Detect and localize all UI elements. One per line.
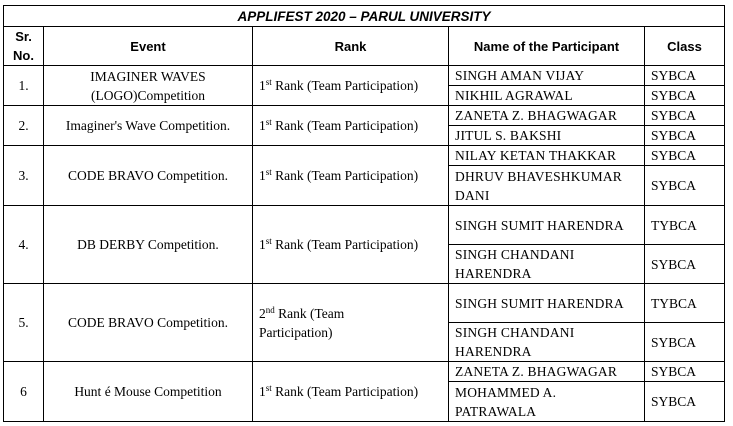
participant-class-cell: SYBCA xyxy=(645,362,725,382)
sr-no-cell: 3. xyxy=(4,146,44,206)
participant-name-cell: JITUL S. BAKSHI xyxy=(449,126,645,146)
participant-name-cell: NIKHIL AGRAWAL xyxy=(449,86,645,106)
rank-label: Rank (Team Participation) xyxy=(271,118,419,133)
rank-number: 1 xyxy=(259,168,266,183)
participant-class-cell: TYBCA xyxy=(645,284,725,323)
sr-no-cell: 6 xyxy=(4,362,44,422)
rank-cell xyxy=(253,206,449,284)
table-row xyxy=(4,66,725,86)
table-row xyxy=(4,106,725,126)
participant-class-cell: TYBCA xyxy=(645,206,725,245)
table-row xyxy=(4,146,725,166)
participant-class-cell: SYBCA xyxy=(645,323,725,362)
rank-label: Rank (Team Participation) xyxy=(259,305,345,340)
participant-class-cell: SYBCA xyxy=(645,245,725,284)
title-row xyxy=(4,6,725,27)
event-cell: DB DERBY Competition. xyxy=(44,206,253,284)
results-table xyxy=(3,5,725,422)
rank-ordinal-suffix: st xyxy=(265,167,272,177)
rank-number: 1 xyxy=(259,237,266,252)
rank-ordinal-suffix: st xyxy=(265,236,272,246)
rank-cell xyxy=(253,66,449,106)
sr-no-cell: 4. xyxy=(4,206,44,284)
participant-name-cell: NILAY KETAN THAKKAR xyxy=(449,146,645,166)
rank-number: 1 xyxy=(259,118,266,133)
participant-name-cell: SINGH CHANDANI HARENDRA xyxy=(449,245,645,284)
rank-number: 1 xyxy=(259,384,266,399)
table-row xyxy=(4,206,725,245)
rank-label: Rank (Team Participation) xyxy=(271,384,419,399)
participant-name-cell: DHRUV BHAVESHKUMAR DANI xyxy=(449,166,645,206)
header-row xyxy=(4,27,725,66)
event-cell: Hunt é Mouse Competition xyxy=(44,362,253,422)
participant-class-cell: SYBCA xyxy=(645,382,725,422)
event-cell: IMAGINER WAVES (LOGO)Competition xyxy=(44,66,253,106)
header-event: Event xyxy=(44,27,253,66)
participant-name-cell: ZANETA Z. BHAGWAGAR xyxy=(449,106,645,126)
event-cell: Imaginer's Wave Competition. xyxy=(44,106,253,146)
participant-name-cell: ZANETA Z. BHAGWAGAR xyxy=(449,362,645,382)
participant-name-cell: SINGH AMAN VIJAY xyxy=(449,66,645,86)
sr-no-cell: 2. xyxy=(4,106,44,146)
table-title: APPLIFEST 2020 – PARUL UNIVERSITY xyxy=(4,6,725,27)
participant-name-cell: SINGH SUMIT HARENDRA xyxy=(449,284,645,323)
participant-class-cell: SYBCA xyxy=(645,106,725,126)
rank-ordinal-suffix: st xyxy=(265,383,272,393)
rank-label: Rank (Team Participation) xyxy=(271,78,419,93)
rank-label: Rank (Team Participation) xyxy=(271,168,419,183)
rank-number: 1 xyxy=(259,78,266,93)
header-class: Class xyxy=(645,27,725,66)
rank-ordinal-suffix: st xyxy=(265,117,272,127)
participant-class-cell: SYBCA xyxy=(645,66,725,86)
participant-name-cell: SINGH SUMIT HARENDRA xyxy=(449,206,645,245)
participant-class-cell: SYBCA xyxy=(645,146,725,166)
rank-cell xyxy=(253,106,449,146)
rank-cell xyxy=(253,362,449,422)
participant-class-cell: SYBCA xyxy=(645,126,725,146)
header-rank: Rank xyxy=(253,27,449,66)
sr-no-cell: 5. xyxy=(4,284,44,362)
rank-cell xyxy=(253,284,449,362)
header-participant-name: Name of the Participant xyxy=(449,27,645,66)
event-cell: CODE BRAVO Competition. xyxy=(44,284,253,362)
event-cell: CODE BRAVO Competition. xyxy=(44,146,253,206)
rank-label: Rank (Team Participation) xyxy=(271,237,419,252)
rank-ordinal-suffix: nd xyxy=(265,304,275,315)
table-row xyxy=(4,362,725,382)
sr-no-cell: 1. xyxy=(4,66,44,106)
participant-name-cell: SINGH CHANDANI HARENDRA xyxy=(449,323,645,362)
rank-ordinal-suffix: st xyxy=(265,77,272,87)
rank-cell xyxy=(253,146,449,206)
participant-name-cell: MOHAMMED A. PATRAWALA xyxy=(449,382,645,422)
table-row xyxy=(4,284,725,323)
header-sr-no: Sr. No. xyxy=(4,27,44,66)
participant-class-cell: SYBCA xyxy=(645,166,725,206)
participant-class-cell: SYBCA xyxy=(645,86,725,106)
rank-number: 2 xyxy=(259,305,266,321)
results-body xyxy=(4,66,725,422)
